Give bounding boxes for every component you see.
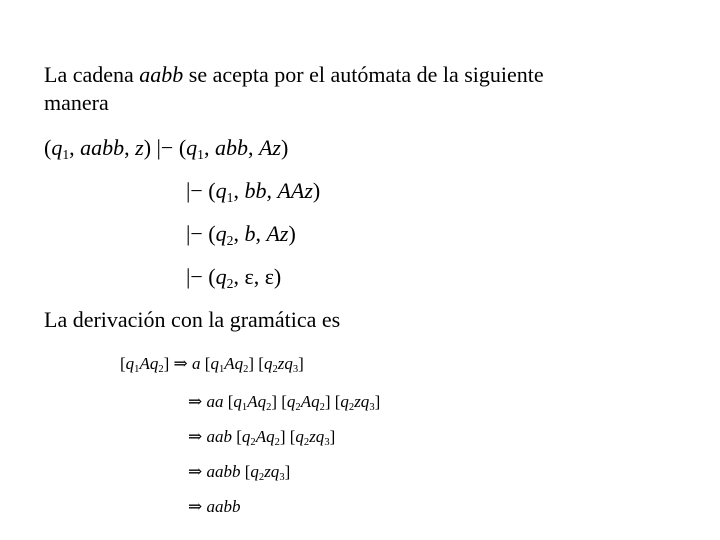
intro-line-1: La cadena aabb se acepta por el autómata de la siguiente (44, 62, 544, 87)
implies-arrow-icon: ⇒ (188, 497, 203, 516)
config-step-2: |− ($q_1$, bb, AAz) (186, 178, 321, 206)
intro-line-2: manera (44, 90, 109, 115)
config-step-3: |− ($q_2$, b, Az) (186, 221, 296, 249)
derivation-line-1: $[q_1Aq_2]$ ⇒ a $[q_1Aq_2]$ $[q_2zq_3]$ (120, 354, 304, 376)
derivation-heading: La derivación con la gramática es (44, 307, 341, 332)
implies-arrow-icon: ⇒ (188, 392, 203, 411)
derivation-line-5: ⇒ aabb (188, 497, 241, 516)
derivation-line-2: ⇒ aa $[q_1Aq_2]$ $[q_2Aq_2]$ $[q_2zq_3]$ (188, 392, 381, 414)
derivation-line-4: ⇒ aabb $[q_2zq_3]$ (188, 462, 291, 484)
intro-word: aabb (139, 62, 184, 87)
implies-arrow-icon: ⇒ (188, 427, 203, 446)
config-step-1: ($q_1$, aabb, z) |− ($q_1$, abb, Az) (44, 135, 289, 163)
implies-arrow-icon: ⇒ (188, 462, 203, 481)
implies-arrow-icon: ⇒ (173, 354, 188, 373)
config-step-4: |− ($q_2$, ε, ε) (186, 264, 282, 292)
derivation-line-3: ⇒ aab $[q_2Aq_2]$ $[q_2zq_3]$ (188, 427, 336, 449)
